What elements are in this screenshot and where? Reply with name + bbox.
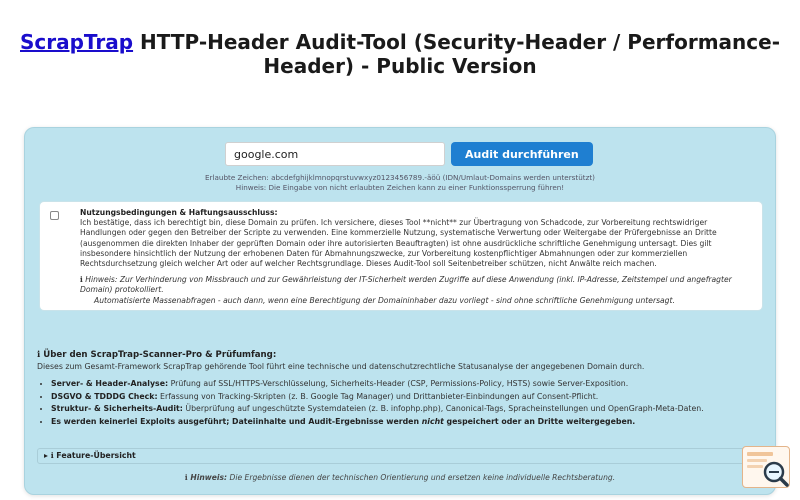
feature-overview-toggle[interactable]: ▸ ℹ Feature-Übersicht: [37, 448, 763, 464]
scraptrap-link[interactable]: ScrapTrap: [20, 30, 134, 54]
terms-title: Nutzungsbedingungen & Haftungsausschluss:: [80, 208, 278, 217]
automation-note: Automatisierte Massenabfragen - auch dann, wenn eine Berechtigung der Domaininhaber dazu vorliegt - sind ohne schriftliche Genehmigung untersagt.: [94, 295, 675, 305]
page-title-text: HTTP-Header Audit-Tool (Security-Header / Performance-Header) - Public Version: [133, 30, 780, 78]
magnifier-icon: [743, 447, 791, 489]
info-title: ℹ Über den ScrapTrap-Scanner-Pro & Prüfumfang:: [37, 350, 277, 360]
info-list: [37, 378, 767, 427]
terms-box: [39, 201, 763, 311]
scan-badge[interactable]: [742, 446, 790, 488]
disclaimer-label: ℹ Hinweis:: [184, 473, 228, 482]
input-hints: [25, 173, 775, 193]
list-item: • DSGVO & TDDDG Check: Erfassung von Tracking-Skripten (z. B. Google Tag Manager) und Drittanbieter-Einbindungen auf Consent-Pflicht.: [51, 391, 767, 402]
domain-input[interactable]: [225, 142, 445, 166]
terms-body: Ich bestätige, dass ich berechtigt bin, diese Domain zu prüfen. Ich versichere, dieses Tool **nicht** zur Übertragung von Schadcode, zur Vorbereitung rechtswidriger Handlungen oder gegen den Betreiber der Scripte zu verwenden. Eine kommerzielle Nutzung, systematische Verwertung oder Weitergabe der Prüfergebnisse an Dritte (ausgenommen die direkten Inhaber der geprüften Domain oder ihre autorisierten Beauftragten) ist ohne ausdrückliche schriftliche Genehmigung untersagt. Dies gilt insbesondere hinsichtlich der Nutzung der erhobenen Daten für Abmahnungszwecke, zur Vorbereitung kostenpflichtiger Abmahnungen oder zur kommerziellen Rechtsdurchsetzung gleich welcher Art oder auf welcher Rechtsgrundlage. Dieses Audit-Tool soll Seitenbetreiber schützen, nicht Anwälte reich machen.: [80, 218, 717, 269]
disclaimer: [25, 473, 775, 482]
list-item: • Struktur- & Sicherheits-Audit: Überprüfung auf ungeschützte Systemdateien (z. B. infophp.php), Canonical-Tags, Spracheinstellungen und OpenGraph-Meta-Daten.: [51, 403, 767, 414]
terms-checkbox[interactable]: [50, 211, 59, 220]
page-title: [0, 30, 800, 78]
disclaimer-text: Die Ergebnisse dienen der technischen Orientierung und ersetzen keine individuelle Rechtsberatung.: [227, 473, 616, 482]
audit-button[interactable]: Audit durchführen: [451, 142, 593, 166]
input-warning-text: Hinweis: Die Eingabe von nicht erlaubten Zeichen kann zu einer Funktionssperrung führen!: [235, 183, 565, 192]
logging-note: ℹ Hinweis: Zur Verhinderung von Missbrauch und zur Gewährleistung der IT-Sicherheit werden Zugriffe auf diese Anwendung (inkl. IP-Adresse, Zeitstempel und angefragter Domain) protokolliert.: [80, 275, 732, 295]
search-row: [225, 142, 593, 166]
list-item: • Es werden keinerlei Exploits ausgeführt; Dateiinhalte und Audit-Ergebnisse werden nicht gespeichert oder an Dritte weitergegeben.: [51, 416, 767, 427]
allowed-chars-text: Erlaubte Zeichen: abcdefghijklmnopqrstuvwxyz0123456789.-äöü (IDN/Umlaut-Domains werden unterstützt): [205, 173, 595, 182]
info-section: [37, 350, 767, 428]
info-intro: Dieses zum Gesamt-Framework ScrapTrap gehörende Tool führt eine technische und datenschutzrechtliche Statusanalyse der angegebenen Domain durch.: [37, 362, 645, 371]
audit-panel: [24, 127, 776, 495]
list-item: • Server- & Header-Analyse: Prüfung auf SSL/HTTPS-Verschlüsselung, Sicherheits-Header (CSP, Permissions-Policy, HSTS) sowie Server-Exposition.: [51, 378, 767, 389]
